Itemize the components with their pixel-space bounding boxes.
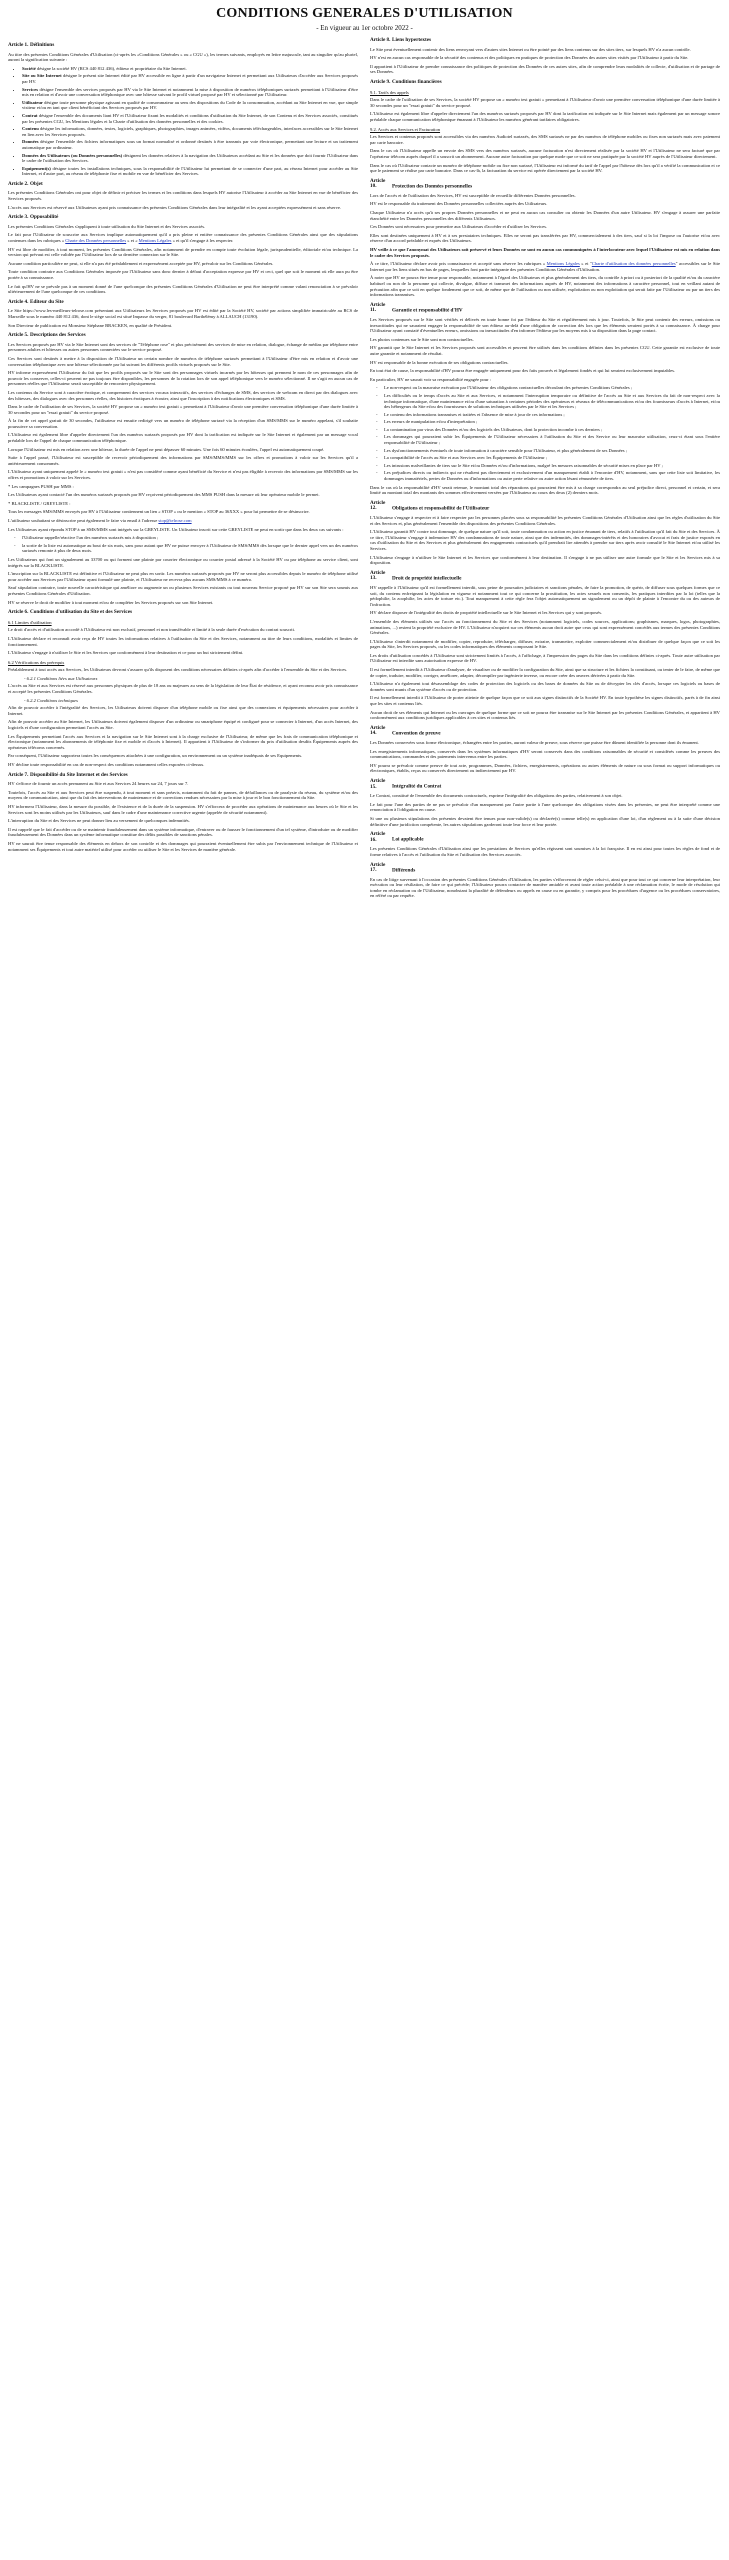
paragraph: Aucun droit de ses éléments qui Internet ou les ouvrages de quelque forme que ce soit ne pourra être transmise sur le Site Internet par les présentes Conditions Générales, et appartient à HV conformément aux conditions juridiques applicables à ces sites et contenus liés. [370, 709, 720, 721]
paragraph: Si une ou plusieurs stipulations des présentes devaient être tenues pour non-valide(s) ou déclarée(s) comme telle(s) en application d'une loi, d'un règlement ou à la suite d'une décision définitive d'une juridiction compétente, les autres stipulations garderont toute leur force et leur portée. [370, 815, 720, 827]
paragraph: Les Utilisateurs ayant contacté l'un des numéros surtaxés proposés par HV reçoivent périodiquement des MMS PUSH dans la mesure où leur opérateur mobile le permet. [8, 492, 320, 498]
paragraph: HV est responsable de la bonne exécution de ses obligations contractuelles. [370, 359, 509, 365]
paragraph: Les Équipements permettant l'accès aux Services et la navigation sur le Site Internet sont à la charge exclusive de l'Utilisateur, de même que les frais de communication téléphonique et électronique (notamment les abonnements de téléphonie fixe et mobile et d'accès à Internet). Il appartient à l'Utilisateur de s'informer du prix d'utilisation desdits Équipements auprès des opérateurs télécoms concernés. [8, 733, 358, 750]
left-column [8, 38, 358, 902]
paragraph: Les Données conservées sous forme électronique, échangées entre les parties, auront valeur de preuve, sous réserve que puisse être dûment identifiée la personne dont ils émanent. [370, 740, 699, 745]
article-10 [370, 179, 720, 298]
paragraph: L'Utilisateur garantit HV contre tout dommage, de quelque nature qu'il soit, toute condamnation ou action en justice émanant de tiers, relatifs à l'utilisation qu'il fait du Site et des Services. À ce titre, l'Utilisateur s'engage à indemniser HV des condamnations de toute nature, ainsi que des indemnités, des dommages-intérêts et des honoraires d'avocat et frais de justice exposés en cas d'utilisation du Site et des Services et plus généralement des engagements contractuels qu'il prendrait lire attendés à prendre sur tiers après avoir consulté le Site Internet et/ou utilisé les Services. [370, 529, 720, 551]
article-heading: Article 17. Différends [370, 861, 416, 874]
paragraph: Il est formellement interdit à l'Utilisateur d'analyser, de visualiser ou de modifier la configuration du Site, ainsi que sa structure et les fichiers la constituant, ou tenter de le faire, de même que de copier, traduire, modifier, corriger, améliorer, adapter, décompiler par ingénierie inverse, ou encore créer des œuvres dérivées à partir du Site. [370, 667, 720, 678]
paragraph: Les présentes Conditions Générales d'Utilisation ainsi que les prestations de Services qu'elles régissent sont soumises à la loi française. Il en est ainsi pour toutes les règles de fond et de forme relatives à l'accès et l'utilisation du Site et l'utilisation des Services associés. [370, 846, 720, 857]
article-1 [8, 43, 358, 177]
paragraph: Les présentes Conditions Générales ont pour objet de définir et préciser les termes et les conditions dans lesquels HV autorise l'Utilisateur à accéder au Site Internet en vue de bénéficier des Services proposés. [8, 190, 358, 202]
paragraph: L'Utilisateur n'a également tout désassemblage des codes de protection des logiciels ou des bases de données du Site ou de décrypter les clés d'accès, lorsque ces logiciels ou bases de données sont munis d'un système d'accès ou de protection. [370, 681, 720, 692]
paragraph: Il est formellement interdit à l'Utilisateur de porter atteinte de quelque façon que ce soit aux signes distinctifs de la Société HV. En toute hypothèse les signes distinctifs, parés à de fin ainsi que les sites et contenus liés. [370, 695, 720, 707]
paragraph: En tout état de cause, la responsabilité d'HV pourra être engagée uniquement pour des faits prouvés et légalement fondés et qui lui seraient exclusivement imputables. [370, 368, 676, 374]
paragraph: L'Utilisateur est également libre d'appeler directement l'un des numéros surtaxés proposés par HV dont la tarification est indiquée sur le Site Internet mais également par un message sonore préalable chaque communication téléphonique émanant à l'Utilisateur les numéros générant tarifaires obligatoires. [370, 111, 720, 122]
paragraph: HV se réserve le droit de modifier à tout moment et/ou de compléter les Services proposés sur son Site Internet. [8, 599, 214, 605]
paragraph: HV garantit que le Site Internet et les Services proposés sont accessibles et peuvent être utilisés dans les conditions définies dans les présentes CGU. Cette garantie est exclusive de toute autre garantie et notamment de résultat. [370, 345, 720, 356]
paragraph: Les présentes Conditions Générales s'appliquent à toute utilisation du Site Internet et des Services associés. [8, 223, 206, 229]
article-heading: Article 14. Convention de preuve [370, 724, 441, 737]
article-15 [370, 779, 720, 827]
subsection-heading: 9.2. Accès aux Services et Facturation [370, 126, 441, 132]
mentions-legales-link[interactable]: Mentions Légales [138, 238, 172, 244]
article-13 [370, 571, 720, 721]
paragraph: HV est libre de modifier, à tout moment, les présentes Conditions Générales, afin notamment de prendre en compte toute évolution légale, jurisprudentielle, éditoriale et/ou technique. La version qui prévaut est celle validée par l'Utilisateur lors de sa dernière connexion sur le Site. [8, 246, 358, 258]
list-item: - La compatibilité de l'accès au Site et aux Services avec les Équipements de l'Utilisateur ; [384, 455, 720, 461]
list-item: - l'Utilisateur rappelle/réactive l'un des numéros surtaxés mis à disposition ; [22, 535, 358, 541]
definition-item: • Equipement(s) désigne toutes les installations techniques, sous la responsabilité de l'Utilisateur lui permettant de se connecter d'une part, au réseau Internet pour accéder au Site Internet, et d'autre part, au réseau de téléphonie fixe et mobile en vue de bénéficier des Services. [22, 166, 358, 177]
paragraph: Ces Données sont nécessaires pour permettre aux Utilisateurs d'accéder et d'utiliser les Services. [370, 224, 548, 230]
paragraph: HV informera l'Utilisateur, dans la mesure du possible, de l'existence et de la durée de la suspension. HV s'efforcera de procéder aux opérations de maintenance aux heures où le Site et les Services sont les moins utilisés par les Utilisateurs, sauf dans le cadre d'une maintenance corrective urgente (appelée de sécurité notamment). [8, 803, 358, 815]
charte-donnees-link[interactable]: Charte d'utilisation des données personnelles [591, 261, 676, 267]
article-3 [8, 215, 358, 295]
list-item: - Le contenu des informations transmises et traitées et l'absence de mise à jour de ces informations ; [384, 412, 720, 418]
paragraph: L'Utilisateur est également libre d'appeler directement l'un des numéros surtaxés proposés par HV dont la tarification est indiquée sur le Site Internet et également par un message vocal préalable lors de l'appel de chaque communication téléphonique. [8, 432, 358, 444]
article-heading: Article 12. Obligations et responsabilité de l'Utilisateur [370, 499, 490, 512]
paragraph: Lors de l'accès et de l'utilisation des Services, HV est susceptible de recueillir différentes Données personnelles. [370, 192, 576, 198]
paragraph: Chaque Utilisateur n'a accès qu'à ses propres Données personnelles et ne peut en aucun cas consulter ou obtenir les Données d'un autre Utilisateur. HV s'engage à assurer une parfaite étanchéité entre les Données personnelles des différents Utilisateurs. [370, 210, 720, 221]
paragraph: L'inscription sur la BLACKLISTE est définitive et l'Utilisateur ne peut plus en sortir. Les numéros surtaxés proposés par HV ne seront plus accessibles depuis le numéro de téléphone utilisé pour accéder aux Services par l'Utilisateur ayant formulé une plainte, et l'Utilisateur ne recevra plus aucuns SMS/MMS à ce numéro. [8, 571, 358, 582]
article-heading: Article 7. Disponibilité du Site Internet et des Services [8, 771, 128, 778]
paragraph: L'accès aux Services est réservé aux Utilisateurs ayant pris connaissance des présentes Conditions Générales dans leur intégralité et les ayant acceptées expressément et sans réserve. [8, 204, 342, 210]
list-item: - Les erreurs de manipulation et/ou d'interprétation ; [384, 419, 720, 425]
paragraph: Toutefois, l'accès au Site et aux Services peut être suspendu, à tout moment et sans préavis, notamment du fait de pannes, de défaillances ou de paralysie du réseau, du système et/ou des moyens de communication, ainsi que du fait des interventions de maintenance et de corrections rendues nécessaires par la mise à jour et le bon fonctionnement du Site. [8, 789, 358, 801]
paragraph: À noter que HV ne pourra être tenue pour responsable, notamment à l'égard des Utilisateurs et plus généralement des tiers, du contrôle à priori ou à posteriori de la qualité et/ou du caractère habituel ou non de la personne qui collecte, divulgue, diffuse et transmet des informations auprès de HV, notamment des informations à caractère personnel, tout en veillant autant de précaution afin que ce soit en quelque fondement que ce soit, de même que de l'utilisation ou non utilisée, exploitation ou non exploitation qui serait faite par l'Utilisateur ou par un tiers des informations transmises. [370, 275, 720, 298]
definition-item: • Société désigne la société HV (RCS 440 812 436), éditeur et propriétaire du Site Internet. [22, 66, 358, 72]
article-heading: Article 3. Opposabilité [8, 214, 59, 221]
article-heading: Article 5. Descriptions des Services [8, 332, 86, 339]
article-heading: Article 10. Protection des Données personnelles [370, 177, 473, 190]
paragraph: Les Services et contenus proposés sont accessibles via des numéros Audiotel surtaxés, des SMS surtaxés ne par des numéros de téléphone mobiles ou fixes non surtaxés mais avec paiement par carte bancaire. [370, 134, 720, 145]
paragraph: Dans le cas où l'Utilisateur contacte un numéro de téléphone mobile ou fixe non surtaxé, l'Utilisateur est informé du tarif de l'appel par l'hôtesse dès lors qu'il a vérifié la communication et ce que le paiement se réalise par carte bancaire. Dans ce cas-là, la facturation du service est opérée directement par la société HV. [370, 162, 720, 174]
paragraph: HV n'est en aucun cas responsable de la sécurité des contenus et des politiques en pratiques de protection des Données des autres sites visités par l'Utilisateur à partir du Site. [370, 55, 689, 61]
paragraph: Le Contrat, constitué de l'ensemble des documents contractuels, exprime l'intégralité des obligations des parties, relativement à son objet. [370, 793, 623, 799]
article-17 [370, 863, 720, 900]
paragraph: Sauf stipulation contraire, toute nouvelle caractéristique qui améliore ou augmente un ou plusieurs Services existants ou tout nouveau Service proposé par HV sur son Site sera soumis aux présentes Conditions Générales d'Utilisation. [8, 585, 358, 596]
paragraph: Ces Services sont destinés à mettre à la disposition de l'Utilisateur un certain nombre de numéros de téléphone surtaxés permettant à l'Utilisateur d'être mis en relation et d'avoir une conversation téléphonique avec une hôtesse sélectionnée par lui suivant les différents profils virtuels proposés sur le Site. [8, 355, 358, 367]
paragraph: Afin de pouvoir accéder à l'intégralité des Services, les Utilisateurs doivent disposer d'un téléphone mobile ou fixe ainsi que des connexions et équipements nécessaires pour accéder à Internet. [8, 705, 358, 716]
article-9 [370, 80, 720, 174]
paragraph: Dans le cas où l'Utilisateur appelle un envoie des SMS vers des numéros surtaxés, aucune facturation n'est directement réalisée par la société HV et l'Utilisateur ne sera facturé que par l'opérateur télécom auprès duquel il a souscrit un abonnement. Aucune autre facturation par quelque mode que ce soit ne sera pratiquée par la société HV auprès de l'Utilisateur directement. [370, 148, 720, 159]
paragraph: Tous les messages SMS/MMS envoyés par HV à l'Utilisateur contiennent un lien « STOP » ou le mention « STOP au 36XXX » pour lui permettre de se désinscrire. [8, 509, 310, 515]
paragraph: L'accès au Site et aux Services est réservé aux personnes physiques de plus de 18 ans ou majeures au sens de la législation de leur État de résidence, et ayant reconnu avoir pris connaissance et accepté les présentes Conditions Générales. [8, 683, 358, 695]
list-item: - Les difficultés ou le temps d'accès au Site et aux Services, et notamment l'interruption temporaire ou définitive de l'accès au Site et aux Services du fait de non-respect avec la technique informatique, d'une maintenance et/ou d'une saturation à certaines périodes des opérateurs et réseaux de télécommunications et/ou des fournisseurs d'accès à Internet, et/ou des hébergeurs du Site et/ou des fournisseurs de solutions techniques utilisées par le Site et les Services ; [384, 393, 720, 410]
article-7 [8, 773, 358, 853]
paragraph: Lorsque l'Utilisateur est mis en relation avec une hôtesse, la durée de l'appel ne peut dépasser 60 minutes. Une fois 60 minutes écoulées, l'appel est automatiquement coupé. [8, 446, 325, 452]
article-heading: Article 15. Intégralité du Contrat [370, 777, 442, 790]
article-heading: Article 11. Garantie et responsabilité d'HV [370, 301, 463, 314]
paragraph: Il est rappelé que le fait d'accéder ou de se maintenir frauduleusement dans un système informatique, d'entraver ou de fausser le fonctionnement d'un tel système, d'introduire ou de modifier frauduleusement des Données dans un système informatique constitue des délits passibles de sanctions pénales. [8, 826, 358, 838]
paragraph: Le fait pour l'Utilisateur de souscrire aux Services implique automatiquement qu'il a pris pleine et entière connaissance des présentes Conditions Générales ainsi que des stipulations contenues dans les rubriques « Charte des Données personnelles » et « Mentions Légales » et qu'il s'engage à les respecter. [8, 232, 358, 244]
paragraph: L'Utilisateur ayant uniquement appelé le « numéro test gratuit » n'est pas considéré comme ayant bénéficié du Service et n'est pas éligible à recevoir des informations par SMS/MMS sur les offres et promotions à valoir sur les Services. [8, 469, 358, 481]
article-heading: Article 16. Loi applicable [370, 831, 424, 843]
paragraph: Les enregistrements informatiques, conservés dans les systèmes informatiques d'HV seront conservés dans des conditions raisonnables de sécurité et considérés comme les preuves des communications, commandes et des paiements intervenus entre les parties. [370, 748, 720, 760]
list-item: - Les intrusions malveillantes de tiers sur le Site et/ou Données et/ou d'informations, malgré les mesures raisonnables de sécurité mises en place par HV ; [384, 463, 720, 469]
definition-item: • Contrat désigne l'ensemble des documents liant HV et l'Utilisateur fixant les modalités et conditions d'utilisation du Site Internet, de son Contenu et des Services associés, constitués par les présentes CGU, les Mentions légales et la Charte d'utilisation des données personnelles et des cookies. [22, 113, 358, 124]
list-item: - Les préjudices directs ou indirects qui ne résultent pas directement et exclusivement d'un manquement établi à l'encontre d'HV, notamment, sans que cette liste soit limitative, les dommages immatériels, pertes de Données ou d'informations ou autre perte relative ou autre action lésant rémunérée de tiers. [384, 470, 720, 481]
paragraph: Le Site peut éventuellement contenir des liens renvoyant vers d'autres sites Internet ou être pointé par des liens contenus sur des sites tiers, sur lesquels HV n'a aucun contrôle. [370, 46, 691, 52]
definition-item: • Site ou Site Internet désigne le présent site Internet édité par HV accessible en ligne à partir d'un navigateur Internet et permettant aux Utilisateurs d'accéder aux Services proposés par HV. [22, 73, 358, 84]
paragraph: HV s'efforce de fournir un accès permanent au Site et aux Services 24 heures sur 24, 7 jours sur 7. [8, 781, 189, 787]
paragraph: HV déclare disposer de l'intégralité des droits de propriété intellectuelle sur le Site Internet et les Services qui y sont proposés. [370, 610, 603, 616]
paragraph: Par conséquent, l'Utilisateur supportera toutes les conséquences attachées à une configuration, un environnement ou un système inadéquats de ses Equipements. [8, 753, 303, 759]
article-14 [370, 726, 720, 774]
article-heading: Article 8. Liens hypertextes [370, 37, 432, 43]
two-column-body [8, 38, 721, 902]
paragraph: Dans le cadre de l'utilisation de ses Services, la société HV propose un « numéro test gratuit » permettant à l'Utilisateur d'avoir une première conversation téléphonique d'une durée limitée à 30 secondes pour un "essai gratuit" du service proposé. [370, 97, 720, 108]
article-6 [8, 610, 358, 767]
article-12 [370, 501, 720, 566]
article-heading: Article 1. Définitions [8, 42, 55, 48]
article-heading: Article 2. Objet [8, 180, 43, 187]
greylist-list [8, 535, 358, 554]
paragraph: HV rappelle à l'Utilisateur qu'il est formellement interdit, sous peine de poursuites judiciaires et sanctions pénales, de faire la promotion, de quérir, de diffuser sous quelques formes que ce soit, du contenu enfreignant la législation en vigueur et notamment tout ce qui concerne la prostitution, les actes sexuels non consentis, les pratiques interdites par la loi (telles que la pédophilie, la zoophilie, les actes de torture etc.). Tout manquement à cette règle fera l'objet automatiquement un signalement ou un dépôt de plainte à l'encontre du ou des auteurs de l'infraction. [370, 584, 720, 607]
paragraph: L'Utilisateur déclare et reconnaît avoir reçu de HV toutes les informations relatives à l'utilisation du Site et des Services, notamment au titre de leurs conditions, modalités et limites de fonctionnement. [8, 635, 358, 647]
page-subtitle: - En vigueur au 1er octobre 2022 - [316, 24, 413, 32]
paragraph: Suite à l'appel passé, l'Utilisateur est susceptible de recevoir périodiquement des informations par SMS/MMS/MMS sur les offres et promotions à valoir sur les Services qu'il a antérieurement consommés. [8, 455, 358, 466]
paragraph: L'utilisateur souhaitant se désinscrire peut également le faire via email à l'adresse stop@telrose.com [8, 518, 192, 523]
article-2 [8, 182, 358, 210]
paragraph: Elles sont destinées uniquement à HV et à ses prestataires techniques. Elles ne seront pas transférées par HV, commercialement à des tiers, sauf si la loi l'impose ou l'autorise et/ou avec réserve d'un accord préalable et exprès des Utilisateurs. [370, 232, 720, 244]
definition-item: • Données des Utilisateurs (ou Données personnelles) désignent les données relatives à la navigation des Utilisateurs accédant au Site et les données que doit fournir l'Utilisateur dans le cadre de l'utilisation des Services. [22, 153, 358, 164]
paragraph: Les photos contenues sur le Site sont non contractuelles. [370, 336, 474, 342]
subsubsection-heading: - 6.2.2 Conditions techniques [24, 697, 78, 703]
paragraph: Toute condition contraire aux Conditions Générales imposée par l'Utilisateur sans donc dernier à défaut d'acceptation expresse par HV et ceci, quel que soit le moment où elle aura pu être portée à sa connaissance. [8, 269, 358, 280]
subsubsection-heading: - 6.2.1 Conditions liées aux Utilisateurs [24, 675, 98, 681]
page-title: CONDITIONS GENERALES D'UTILISATION [216, 6, 513, 21]
paragraph: HV informe expressément l'Utilisateur du fait que les profils proposés sur le Site sont des personnages virtuels incarnés par les hôtesses qui prennent le nom de ces personnages afin de pouvoir les conserver, celles-ci peuvent ne pas toujours être disponibles, les personnes de la rotation lors de son appel téléphonique vers le numéro sélectionné. Il ne s'agit en aucun cas de personnes réelles que l'Utilisateur serait susceptible de rencontrer physiquement. [8, 370, 358, 387]
article-8 [370, 38, 720, 75]
article-heading: Article 9. Conditions financières [370, 78, 442, 85]
definition-item: • Données désigne l'ensemble des fichiers informatiques sous un format normalisé et ordonné destinés à être transmis par voie électronique, permettant une lecture et un traitement automatique par ordinateur. [22, 139, 358, 150]
paragraph: Afin de pouvoir accéder au Site Internet, les Utilisateurs doivent également disposer d'un ordinateur ou smartphone équipé et configuré pour se connecter à Internet, d'un accès Internet, des logiciels et d'une configuration permettant l'accès au Site. [8, 719, 358, 731]
list-item: - la sortie de la liste est automatique au bout de six mois, sans pour autant que HV ne puisse envoyer à l'Utilisateur de SMS/MMS dès lorsque que le dernier appel vers un des numéros surtaxés remonte à plus de deux mois. [22, 543, 358, 554]
paragraph: Aucune condition particulière ne peut, si elle n'a pas été préalablement et expressément acceptée par HV, prévaloir sur les Conditions Générales. [8, 260, 274, 266]
paragraph: L'interruption du Site et des Services ne peut donner lieu au versement de quelconques indemnités. [8, 818, 190, 824]
paragraph: Préalablement à tout accès aux Services, les Utilisateurs devront s'assurer qu'ils disposent des conditions nécessaires définies ci-après afin d'accéder à l'ensemble du Site et des Services. [8, 667, 348, 673]
article-heading: Article 6. Conditions d'utilisation du Site et des Services [8, 609, 133, 616]
paragraph: HV ne saurait être tenue responsable des éléments en dehors de son contrôle et des dommages qui pourraient éventuellement être subis par l'environnement technique de l'Utilisateur et notamment ses Équipements et tout autre matériel utilisé pour accéder ou utiliser le Site et les Services de manière générale. [8, 840, 358, 852]
paragraph: En cas de litige survenant à l'occasion des présentes Conditions Générales d'Utilisation, les parties s'efforceront de régler celui-ci, ainsi que pour tout ce qui concerne leur interprétation, leur exécution ou leur résiliation, de faire ce qui précède; l'Utilisateur pourra contacter de manière amiable et avant toute action préalable à une réclamation écrite, le mode de résolution qui tombe en réclamation ou de l'Utilisateur, nonobstant la pluralité de défendeurs ou appels en cause ou en garantie, y compris pour les procédures d'urgence ou les procédures conservatoires, en référé ou par requête. [370, 876, 720, 899]
paragraph: Le droit d'accès et d'utilisation accordé à l'Utilisateur est non exclusif, personnel et non transférable et limité à la seule durée d'exécution du contrat souscrit. [8, 627, 296, 633]
paragraph: HV décline toute responsabilité en cas de non-respect des conditions notamment celles exposées ci-dessus. [8, 762, 205, 767]
paragraph: En particulier, HV ne saurait voir sa responsabilité engagée pour : [370, 376, 492, 382]
paragraph: L'Utilisateur s'engage à n'utiliser le Site Internet et les Services que conformément à leur destination. Il s'engage à ne pas utiliser une autre formule que le Site et les Services mis à sa disposition. [370, 554, 720, 566]
list-item: - Le non-respect ou la mauvaise exécution par l'Utilisateur des obligations contractuelles découlant des présentes Conditions Générales ; [384, 385, 720, 391]
paragraph: Dans le cas où la responsabilité d'HV serait retenue, le montant total des réparations qui pourraient être mis à sa charge correspondra au seul préjudice direct, personnel et certain, et sera limité au montant total des montants des sommes effectivement versées par l'Utilisateur au cours des deux (2) derniers mois. [370, 484, 720, 496]
paragraph: Le fait qu'HV ne se prévale pas à un moment donné de l'une quelconque des présentes Conditions Générales d'Utilisation ne peut être interprété comme valant renonciation à se prévaloir ultérieurement de l'une quelconque de ces conditions. [8, 283, 358, 295]
paragraph: Les Services proposés par HV via le Site Internet sont des services de "Téléphone rose" et plus précisément des services de mise en relation, dialogue, échange de médias par téléphone entre personnes adultes et hôtesses ou autres personnes connectées sur le service proposé. [8, 341, 358, 353]
charte-donnees-link[interactable]: Charte des Données personnelles [65, 238, 127, 244]
liability-list [370, 385, 720, 481]
paragraph: Son Directeur de publication est Monsieur Stéphane BRACKEN, en qualité de Président. [8, 322, 173, 328]
list-item: - Les dysfonctionnements éventuels de toute information à caractère sensible pour l'Utilisateur, et plus généralement de ses Données ; [384, 448, 720, 454]
mentions-legales-link[interactable]: Mentions Légales [546, 261, 580, 267]
paragraph: À la fin de cet appel gratuit de 30 secondes, l'utilisateur est ensuite redirigé vers un numéro de téléphone surtaxé via la réception d'un SMS/MMS sur le numéro appelant, s'il souhaite poursuivre sa conversation. [8, 418, 358, 429]
paragraph: Le Site https://www.les-meilleurs-telrose.com présentant aux Utilisateurs les Services proposés par HV est édité par la Société HV, société par actions simplifiée immatriculée au RCS de Marseille sous le numéro 440 812 436, dont le siège social est situé Impasse du verger, 81 boulevard Barthélémy à ALLAUCH (13190). [8, 308, 358, 319]
paragraph: * Les campagnes PUSH par MMS : [8, 483, 74, 489]
article-5 [8, 333, 358, 605]
stop-email-link[interactable]: stop@telrose.com [158, 518, 192, 523]
paragraph: L'Utilisateur s'engage à respecter et à faire respecter par les personnes placées sous sa responsabilité les présentes Conditions Générales d'Utilisation ainsi que les règles d'utilisation du Site et des Services et, plus généralement l'ensemble des dispositions des présentes Conditions Générales. [370, 515, 720, 526]
paragraph: Les droits d'utilisation concédés à l'Utilisateur sont strictement limités à l'accès, à l'affichage, à l'impression des pages du Site dans les conditions définies ci-après. Toute autre utilisation par l'Utilisateur est interdite sans autorisation expresse de HV. [370, 652, 720, 664]
list-item: - La contamination par virus des Données et/ou des logiciels des Utilisateurs, dont la protection incombe à ces derniers ; [384, 427, 720, 433]
subsection-heading: 6.2 Vérifications des prérequis [8, 659, 65, 665]
right-column [370, 38, 720, 902]
definitions-list [8, 66, 358, 177]
paragraph: Les contenus du Service sont à caractère érotique, et comprennent des services vocaux interactifs, des services d'échanges de SMS, des services de webcam en direct par des dialogues avec des hôtesses, des dialogues avec des personnes réelles, des histoires érotiques à écouter, ainsi que l'inscription à des notifications électroniques et SMS. [8, 389, 358, 401]
paragraph: HV veille à ce que l'anonymat des Utilisateurs soit préservé et leurs Données ne sont en aucun cas communiquées à l'interlocuteur avec lequel l'Utilisateur est mis en relation dans le cadre des Services proposés. [370, 247, 720, 258]
paragraph: L'Utilisateur s'engage à n'utiliser le Site et les Services que conformément à leur destination et ce pour un but strictement défini. [8, 650, 244, 656]
subsection-heading: 9.1. Tarifs des appels [370, 89, 409, 95]
paragraph: Les Utilisateurs qui font un signalement au 33700 ou qui forment une plainte par courrier électronique ou courrier postal adressé à la Société HV ou par téléphone au service client, sont intégrés sur la BLACKLISTE. [8, 556, 358, 568]
definition-item: • Services désigne l'ensemble des services proposés par HV via le Site Internet et notamment la mise à disposition de numéros téléphoniques surtaxés permettant à l'Utilisateur d'être mis en relation et d'avoir une conversation téléphonique avec une hôtesse suivant le profil virtuel proposé par HV et sélectionné par l'Utilisateur. [22, 87, 358, 98]
paragraph: Dans le cadre de l'utilisation de ses Services, la société HV propose un « numéro test gratuit » permettant à l'Utilisateur d'avoir une première conversation téléphonique d'une durée limitée à 30 secondes pour un "essai gratuit" du service proposé. [8, 404, 358, 415]
subsection-heading: 6.1 Limites d'utilisation [8, 619, 52, 625]
list-item: - Les dommages qui pourraient subir les Équipements de l'Utilisateur nécessaires à l'utilisation du Site et des Service ou leur mauvaise utilisation, ceux-ci étant sous l'entière responsabilité de l'Utilisateur ; [384, 434, 720, 445]
article-heading: Article 13. Droit de propriété intellectuelle [370, 569, 462, 582]
definition-item: • Contenu désigne les informations, données, textes, logiciels, graphiques, photographies, images animées, vidéos, documents téléchargeables, interfaces accessibles sur le Site Internet en lien avec les Services proposés. [22, 126, 358, 137]
paragraph: Il appartient à l'Utilisateur de prendre connaissance des politiques de protection des Données de ces autres sites, afin de comprendre leurs modalités de collecte, d'utilisation et de partage de ses Données. [370, 63, 720, 75]
article-16 [370, 832, 720, 857]
paragraph: L'Utilisateur s'interdit notamment de modifier, copier, reproduire, télécharger, diffuser, extraire, transmettre, exploiter commercialement et/ou distribuer de quelque façon que ce soit les pages du Site, les Services proposés, ou les codes informatiques des éléments composant le Site. [370, 638, 720, 650]
article-4 [8, 300, 358, 328]
paragraph: HV pourra se prévaloir comme preuve de tout acte, programmes, Données, fichiers, enregistrements, opérations ou autres éléments de nature ou sous format ou support informatiques ou électroniques, établis, reçus ou conservés directement ou indirectement par HV. [370, 762, 720, 774]
article-heading: Article 4. Editeur du Site [8, 298, 64, 305]
article-11 [370, 303, 720, 496]
paragraph: À ce titre, l'Utilisateur déclare avoir pris connaissance et accepté sans réserve les rubriques « Mentions Légales » et "Charte d'utilisation des données personnelles" accessibles sur le Site Internet par les liens situés en bas de pages, lesquelles font partie intégrante des présentes Conditions Générales d'Utilisation. [370, 261, 720, 272]
paragraph: Les Services proposés sur le Site sont vérifiés et délivrés en toute bonne foi par l'éditeur du Site et régulièrement mis à jour. Toutefois, le Site peut contenir des erreurs, omissions ou inexactitudes qui ne sauraient engager la responsabilité de son éditeur au-delà d'une obligation de correction dès lors que les éléments seraient portés à sa connaissance. À charge pour l'Utilisateur ayant constaté d'éventuelles erreurs, omissions ou inexactitudes d'en informer l'éditeur par les moyens mis à sa disposition dans la page contact. [370, 316, 720, 334]
paragraph: L'ensemble des éléments utilisés sur l'accès au fonctionnement du Site et des Services (notamment logiciels, codes sources, applications; graphismes, marques, logos, photographies, animations, ...) restent la propriété exclusive de HV. L'Utilisateur n'acquiert sur ces éléments aucun droit autre que ceux qui sont expressément concédés aux termes des présentes Conditions Générales. [370, 618, 720, 636]
paragraph: Au titre des présentes Conditions Générales d'Utilisation (ci-après les «Conditions Générales » ou « CGU »), les termes suivants, employés en lettre majuscule, tant au singulier qu'au pluriel, auront la signification suivante : [8, 51, 358, 63]
paragraph: HV est le responsable du traitement des Données personnelles collectées auprès des Utilisateurs. [370, 201, 548, 207]
paragraph: Le fait pour l'une des parties de ne pas se prévaloir d'un manquement par l'autre partie à l'une quelconque des obligations visées dans les présentes, ne peut être interprété comme une renonciation à l'obligation en cause. [370, 801, 720, 813]
definition-item: • Utilisateur désigne toute personne physique agissant en qualité de consommateur au sens des dispositions du Code de la consommation, accédant au Site Internet en vue, que simple visiteur et/ou en tant que client bénéficiant des Services proposés par HV. [22, 100, 358, 111]
paragraph: Les Utilisateurs ayant répondu STOP à un SMS/MMS sont intégrés sur la GREYLISTE. Un Utilisateur inscrit sur cette GREYLISTE ne peut en sortir que dans les deux cas suivants : [8, 526, 344, 532]
paragraph: * BLACKLISTE / GREYLISTE : [8, 500, 71, 506]
